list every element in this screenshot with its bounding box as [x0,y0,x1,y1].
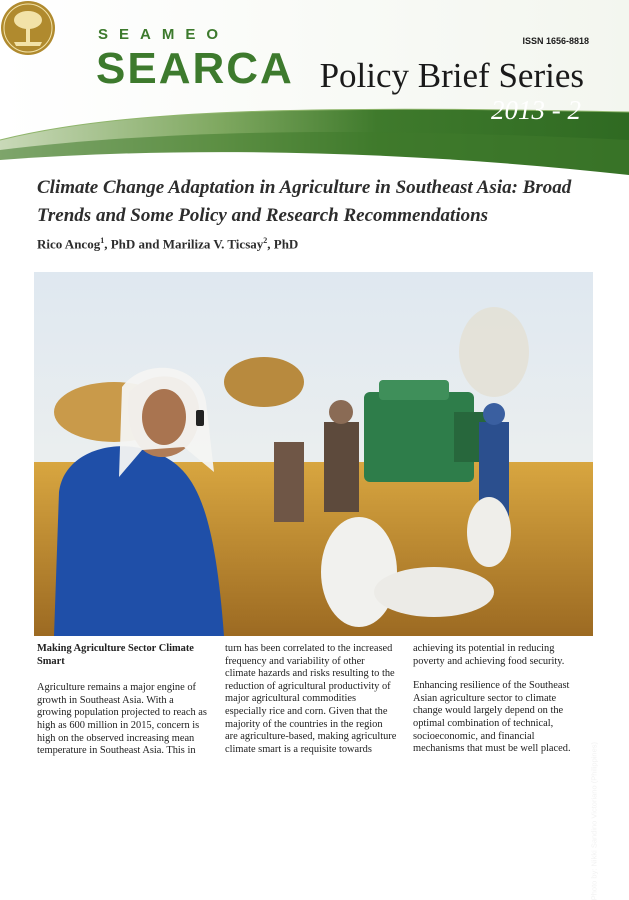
paragraph: turn has been correlated to the increased frequency and variability of other climate hazards and risks resulting to the reduction of agricultural productivity of major agricultural commodities especially rice and corn. Given that the majority of the countries in the region are agriculture-based, making agriculture climate smart is a requisite towards [225,643,397,755]
author-2: Mariliza V. Ticsay [162,236,264,252]
author-2-degree: , PhD [267,236,299,252]
body-column-1 [37,643,209,770]
author-1: Rico Ancog [37,236,101,252]
author-1-affiliation-mark: 1 [100,236,105,245]
body-column-3 [413,643,585,768]
author-1-degree: , PhD and [104,236,163,252]
series-title: Policy Brief Series [319,56,584,95]
authors-line [37,236,298,252]
body-column-2 [225,643,397,768]
paragraph: Enhancing resilience of the Southeast Asian agriculture sector to climate change would largely depend on the optimal combination of technical, socioeconomic, and financial mechanisms that must be well placed. [413,680,571,755]
section-heading: Making Agriculture Sector Climate Smart [37,643,194,667]
paragraph: achieving its potential in reducing poverty and achieving food security. [413,643,565,667]
photo-credit: Photo by: Nikki Sandino Victoriano (Philippines) [589,742,598,900]
logo-searca-text: SEARCA [96,44,294,93]
searca-tree-logo-icon [0,0,56,56]
author-2-affiliation-mark: 2 [263,236,268,245]
document-title: Climate Change Adaptation in Agriculture in Southeast Asia: Broad Trends and Some Policy and Research Recommendations [37,177,572,226]
header-band [0,0,629,175]
logo-seameo-text: SEAMEO [98,26,230,43]
issn-number: ISSN 1656-8818 [522,36,589,46]
paragraph: Agriculture remains a major engine of growth in Southeast Asia. With a growing population projected to reach as high as 600 million in 2015, concern is high on the observed increasing mean temperature in Southeast Asia. This in [37,682,207,757]
series-year: 2013 - 2 [491,95,581,125]
